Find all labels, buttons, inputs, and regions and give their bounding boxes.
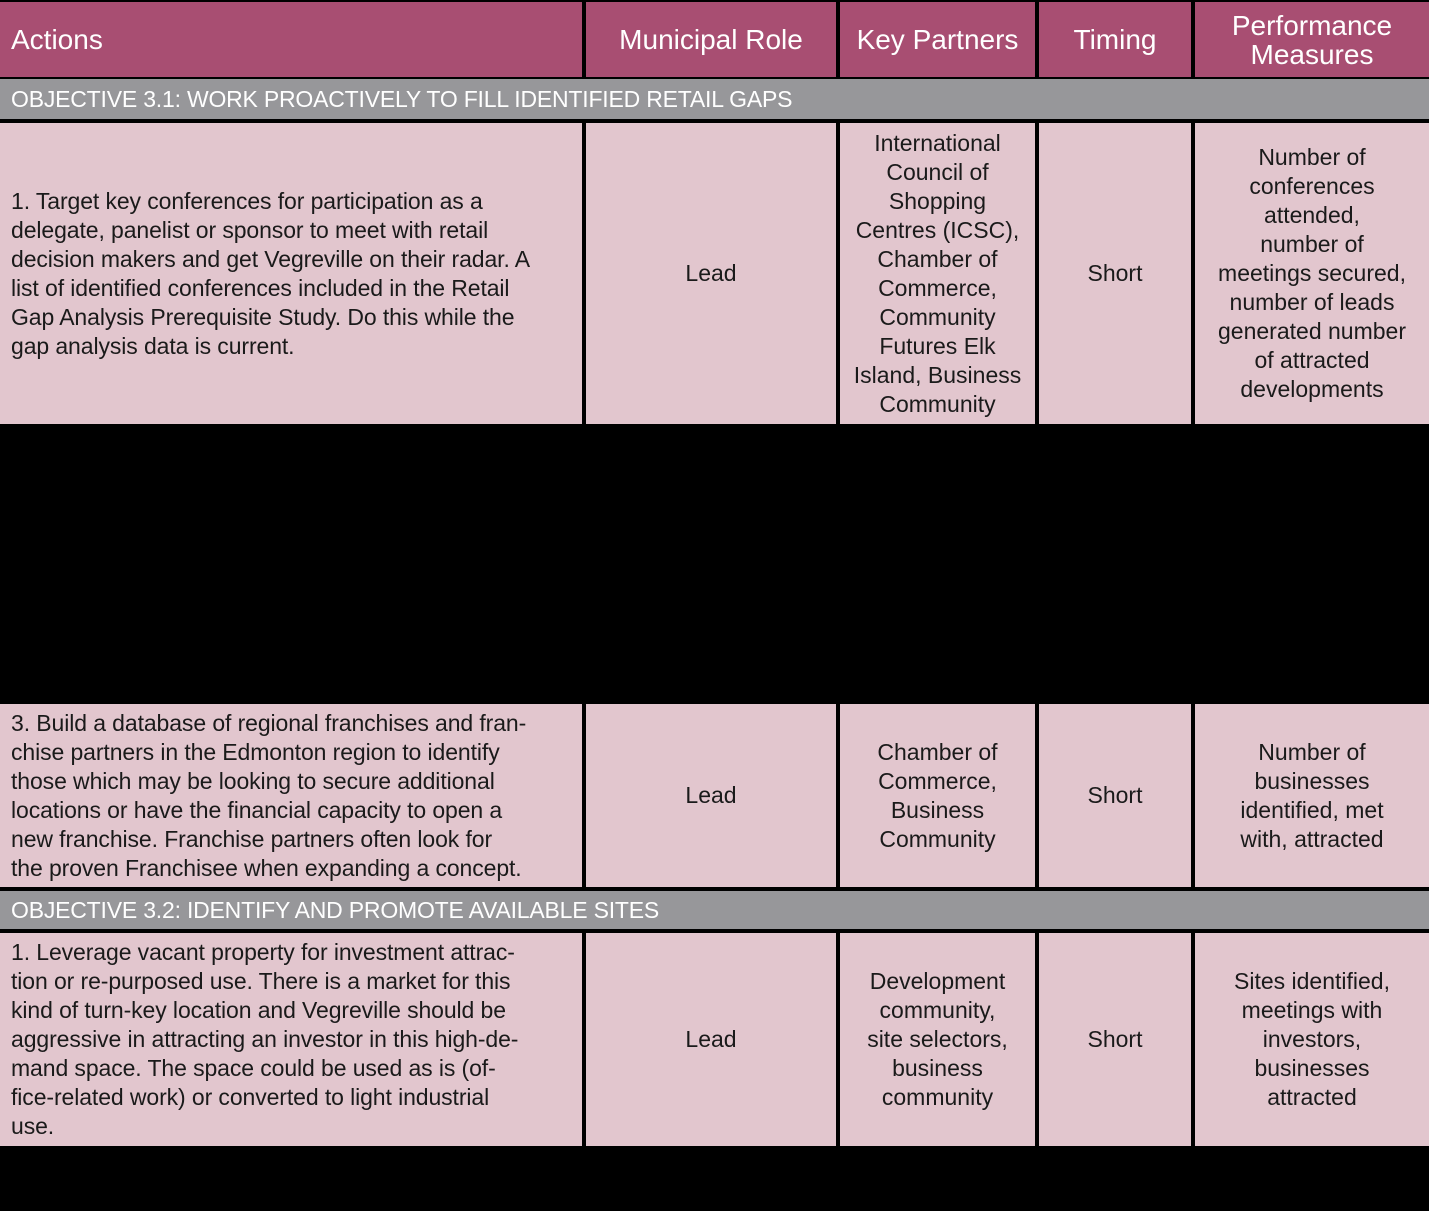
header-key-partners [840, 2, 1035, 77]
header-key-partners-label: Key Partners [856, 24, 1019, 55]
obj1-row1-measures [1195, 123, 1429, 424]
obj1-row3-action [0, 704, 582, 887]
header-timing-label: Timing [1073, 24, 1157, 55]
obj1-row1-measures-text: Number of conferences attended, number of meetings secured, number of leads generated number of attracted developments [1218, 144, 1406, 402]
obj2-row1-role-text: Lead [685, 1026, 737, 1052]
obj2-row1-measures [1195, 933, 1429, 1146]
obj1-row1-partners [840, 123, 1035, 424]
obj1-row3-role-text: Lead [685, 782, 737, 808]
obj2-row1-action [0, 933, 582, 1146]
header-performance-measures [1195, 2, 1429, 77]
obj1-row3-measures [1195, 704, 1429, 887]
header-actions [0, 2, 582, 77]
objective-3-1-bar [0, 79, 1429, 119]
obj1-row3-timing-text: Short [1087, 782, 1143, 808]
obj2-row1-measures-text: Sites identified, meetings with investors, businesses attracted [1234, 968, 1390, 1110]
objective-3-1-title: OBJECTIVE 3.1: WORK PROACTIVELY TO FILL IDENTIFIED RETAIL GAPS [11, 85, 793, 112]
obj1-row3-partners [840, 704, 1035, 887]
obj1-row1-role-text: Lead [685, 260, 737, 286]
obj2-row1-role [586, 933, 836, 1146]
objective-3-2-title: OBJECTIVE 3.2: IDENTIFY AND PROMOTE AVAILABLE SITES [11, 896, 660, 923]
header-performance-measures-label: Performance Measures [1231, 9, 1393, 70]
obj2-row1-timing [1039, 933, 1191, 1146]
obj1-row1-role [586, 123, 836, 424]
obj1-row3-measures-text: Number of businesses identified, met with, attracted [1240, 738, 1384, 852]
obj1-row1-timing [1039, 123, 1191, 424]
obj1-row1-partners-text: International Council of Shopping Centres (ICSC), Chamber of Commerce, Community Futures Elk Island, Business Community [853, 129, 1022, 417]
header-municipal-role [586, 2, 836, 77]
obj1-row3-timing [1039, 704, 1191, 887]
objective-3-2-bar [0, 891, 1429, 929]
obj1-row1-timing-text: Short [1087, 260, 1143, 286]
header-municipal-role-label: Municipal Role [619, 24, 803, 55]
obj1-row1-action-text: 1. Target key conferences for participation as a delegate, panelist or sponsor to meet with retail decision makers and get Vegreville on their radar. A list of identified conferences included in the Retail Gap Analysis Prerequisite Study. Do this while the gap analysis data is current. [11, 187, 530, 359]
obj2-row1-partners-text: Development community, site selectors, business community [867, 968, 1008, 1110]
obj1-row3-action-text: 3. Build a database of regional franchises and fran- chise partners in the Edmonton region to identify those which may be looking to secure additional locations or have the financial capacity to open a new franchise. Franchise partners often look for the proven Franchisee when expanding a concept. [11, 709, 527, 881]
obj1-row1-action [0, 123, 582, 424]
obj2-row1-partners [840, 933, 1035, 1146]
header-timing [1039, 2, 1191, 77]
obj1-row3-partners-text: Chamber of Commerce, Business Community [877, 738, 998, 852]
obj2-row1-timing-text: Short [1087, 1026, 1143, 1052]
obj2-row1-action-text: 1. Leverage vacant property for investment attrac- tion or re-purposed use. There is a market for this kind of turn-key location and Vegreville should be aggressive in attracting an investor in this high-de- mand space. The space could be used as is (of- fice-related work) or converted to light industrial use. [11, 939, 519, 1139]
obj1-row3-role [586, 704, 836, 887]
header-actions-label: Actions [11, 24, 103, 55]
